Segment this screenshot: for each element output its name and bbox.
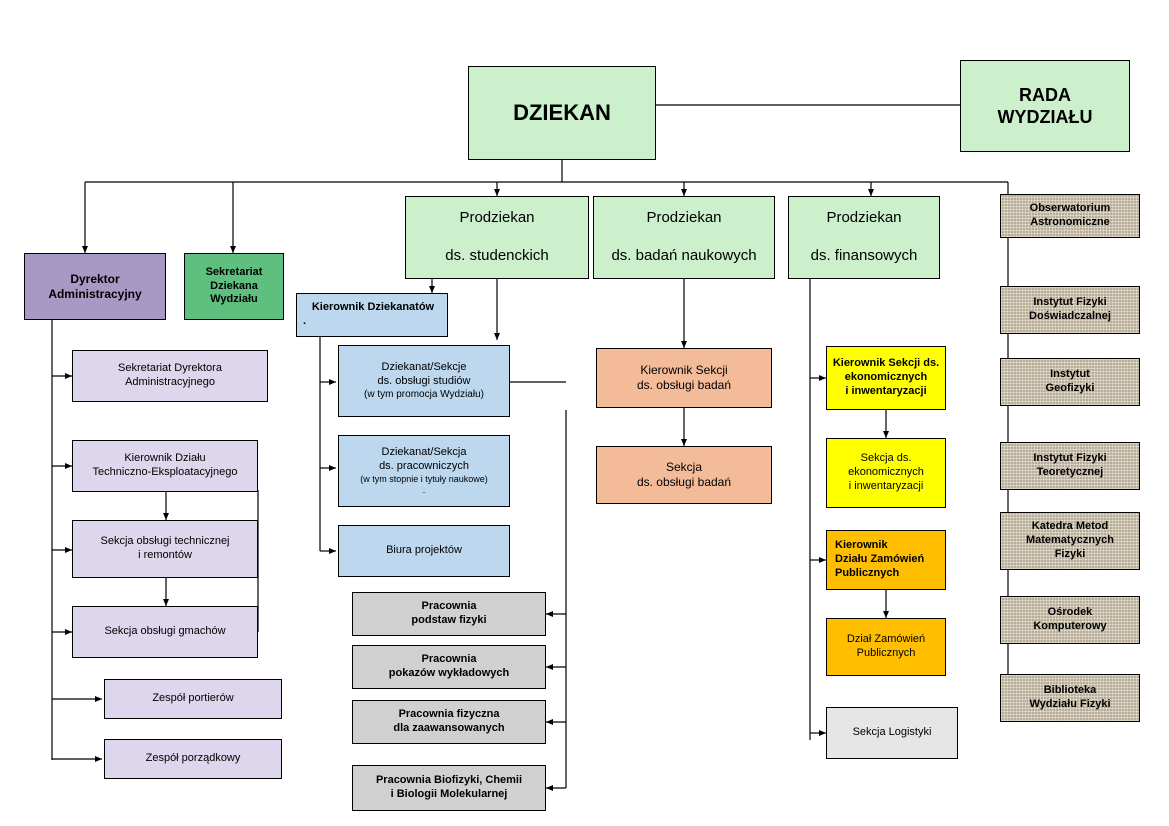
node-kierownik-dzialu-techniczno-line-1: Techniczno-Eksploatacyjnego: [92, 466, 238, 478]
node-dzial-zamowien-line-1: Publicznych: [856, 647, 916, 659]
node-rada-wydzialu-line-0: RADA: [1019, 84, 1071, 105]
node-dziekanat-sekcje-studiow-line-2: (w tym promocja Wydziału): [364, 388, 484, 400]
node-zespol-portierow[interactable]: [104, 679, 282, 719]
node-pracownia-fizyczna-zaawansowanych-line-0: Pracownia fizyczna: [398, 708, 500, 721]
node-dziekan-line-0: DZIEKAN: [513, 100, 611, 126]
node-sekretariat-dyrektora-line-1: Administracyjnego: [125, 376, 215, 388]
node-instytut-fizyki-doswiadczalnej[interactable]: [1000, 286, 1140, 334]
node-kierownik-sekcji-badan[interactable]: [596, 348, 772, 408]
node-prodziekan-finansowych-line-1: ds. finansowych: [810, 247, 918, 265]
node-biblioteka-line-0: Biblioteka: [1043, 684, 1097, 697]
node-dziekanat-sekcja-pracownicza-line-2: (w tym stopnie i tytuły naukowe): [360, 473, 488, 484]
node-kierownik-sekcji-badan-line-1: ds. obsługi badań: [636, 378, 732, 392]
node-instytut-fizyki-teoretycznej[interactable]: [1000, 442, 1140, 490]
node-sekretariat-dziekana[interactable]: [184, 253, 284, 320]
node-dziekanat-sekcja-pracownicza-line-0: Dziekanat/Sekcja: [381, 446, 467, 458]
node-sekcja-obslugi-technicznej-line-1: i remontów: [138, 549, 192, 561]
node-instytut-geofizyki-line-0: Instytut: [1050, 368, 1090, 381]
node-osrodek-komputerowy[interactable]: [1000, 596, 1140, 644]
node-pracownia-pokazow-line-1: pokazów wykładowych: [388, 667, 510, 679]
node-obserwatorium-line-1: Astronomiczne: [1030, 216, 1110, 228]
node-pracownia-podstaw-fizyki[interactable]: [352, 592, 546, 636]
node-sekcja-obslugi-gmachow[interactable]: [72, 606, 258, 658]
node-osrodek-komputerowy-line-1: Komputerowy: [1033, 620, 1107, 632]
node-instytut-geofizyki-line-1: Geofizyki: [1045, 382, 1095, 394]
node-prodziekan-finansowych[interactable]: [788, 196, 940, 279]
node-sekcja-obslugi-gmachow-line-0: Sekcja obsługi gmachów: [104, 625, 226, 638]
node-sekcja-ekonomicznych-line-2: i inwentaryzacji: [848, 479, 924, 492]
node-prodziekan-badan-line-1: ds. badań naukowych: [611, 247, 757, 265]
node-kierownik-sekcji-badan-line-0: Kierownik Sekcji: [640, 363, 728, 377]
node-rada-wydzialu[interactable]: [960, 60, 1130, 152]
node-kierownik-dziekanatow[interactable]: [296, 293, 448, 337]
node-sekcja-ekonomicznych-line-0: Sekcja ds.: [860, 452, 912, 465]
node-biura-projektow[interactable]: [338, 525, 510, 577]
node-katedra-metod-line-0: Katedra Metod: [1031, 520, 1109, 533]
node-kierownik-zamowien-line-2: Publicznych: [835, 566, 900, 579]
node-sekcja-obslugi-badan-line-1: ds. obsługi badań: [636, 475, 732, 489]
node-dziekanat-sekcja-pracownicza-line-3: .: [422, 484, 426, 495]
node-kierownik-dzialu-techniczno-line-0: Kierownik Działu: [124, 452, 206, 465]
node-sekretariat-dziekana-line-0: Sekretariat: [205, 265, 263, 278]
node-sekcja-ekonomicznych-line-1: ekonomicznych: [848, 466, 924, 479]
node-kierownik-sekcji-ekonomicznych-line-2: i inwentaryzacji: [845, 384, 927, 397]
node-dziekanat-sekcje-studiow-line-0: Dziekanat/Sekcje: [381, 361, 467, 373]
node-kierownik-sekcji-ekonomicznych-line-1: ekonomicznych: [844, 371, 928, 384]
node-sekcja-obslugi-technicznej-line-0: Sekcja obsługi technicznej: [100, 535, 230, 548]
node-dziekanat-sekcje-studiow-line-1: ds. obsługi studiów: [377, 374, 471, 387]
node-zespol-portierow-line-0: Zespół portierów: [152, 692, 234, 705]
node-prodziekan-studenckich-line-1: ds. studenckich: [445, 247, 549, 265]
node-kierownik-zamowien[interactable]: [826, 530, 946, 590]
node-instytut-fizyki-dosw-line-0: Instytut Fizyki: [1033, 296, 1107, 309]
node-pracownia-fizyczna-zaawansowanych-line-1: dla zaawansowanych: [393, 722, 505, 734]
node-obserwatorium[interactable]: [1000, 194, 1140, 238]
node-prodziekan-studenckich[interactable]: [405, 196, 589, 279]
node-kierownik-dziekanatow-line-0: Kierownik Dziekanatów: [311, 301, 435, 314]
node-sekcja-logistyki-line-0: Sekcja Logistyki: [852, 726, 932, 739]
node-biblioteka-line-1: Wydziału Fizyki: [1029, 698, 1111, 710]
node-prodziekan-badan[interactable]: [593, 196, 775, 279]
node-kierownik-sekcji-ekonomicznych-line-0: Kierownik Sekcji ds.: [832, 357, 940, 370]
node-pracownia-biofizyki-line-1: i Biologii Molekularnej: [390, 788, 508, 800]
node-kierownik-dziekanatow-line-1: .: [303, 315, 307, 327]
node-biura-projektow-line-0: Biura projektów: [386, 544, 462, 557]
node-prodziekan-finansowych-line-0: Prodziekan: [826, 208, 902, 226]
node-osrodek-komputerowy-line-0: Ośrodek: [1047, 606, 1093, 619]
node-pracownia-fizyczna-zaawansowanych[interactable]: [352, 700, 546, 744]
node-prodziekan-studenckich-line-0: Prodziekan: [459, 208, 535, 226]
node-katedra-metod-line-1: Matematycznych: [1025, 534, 1115, 547]
node-rada-wydzialu-line-1: WYDZIAŁU: [997, 107, 1093, 127]
node-dzial-zamowien[interactable]: [826, 618, 946, 676]
node-kierownik-sekcji-ekonomicznych[interactable]: [826, 346, 946, 410]
node-pracownia-pokazow[interactable]: [352, 645, 546, 689]
node-dyrektor-administracyjny[interactable]: [24, 253, 166, 320]
node-sekcja-obslugi-technicznej[interactable]: [72, 520, 258, 578]
node-sekretariat-dyrektora[interactable]: [72, 350, 268, 402]
node-pracownia-podstaw-fizyki-line-0: Pracownia: [421, 600, 477, 613]
node-dyrektor-administracyjny-line-1: Administracyjny: [48, 286, 142, 301]
node-sekretariat-dziekana-line-1: Dziekana: [210, 279, 258, 292]
node-zespol-porzadkowy-line-0: Zespół porządkowy: [145, 752, 241, 765]
node-katedra-metod[interactable]: [1000, 512, 1140, 570]
node-prodziekan-badan-line-0: Prodziekan: [646, 208, 722, 226]
node-instytut-fizyki-dosw-line-1: Doświadczalnej: [1029, 310, 1111, 322]
node-sekcja-logistyki[interactable]: [826, 707, 958, 759]
node-sekcja-obslugi-badan-line-0: Sekcja: [665, 460, 703, 474]
node-dzial-zamowien-line-0: Dział Zamówień: [846, 633, 926, 646]
node-dziekanat-sekcja-pracownicza-line-1: ds. pracowniczych: [379, 459, 469, 472]
node-kierownik-dzialu-techniczno[interactable]: [72, 440, 258, 492]
node-kierownik-zamowien-line-1: Działu Zamówień: [835, 553, 925, 566]
node-pracownia-biofizyki-line-0: Pracownia Biofizyki, Chemii: [375, 774, 523, 787]
node-biblioteka[interactable]: [1000, 674, 1140, 722]
node-instytut-geofizyki[interactable]: [1000, 358, 1140, 406]
node-dziekanat-sekcje-studiow[interactable]: [338, 345, 510, 417]
node-sekretariat-dziekana-line-2: Wydziału: [210, 293, 258, 306]
node-zespol-porzadkowy[interactable]: [104, 739, 282, 779]
node-dyrektor-administracyjny-line-0: Dyrektor: [70, 271, 120, 286]
node-kierownik-zamowien-line-0: Kierownik: [835, 539, 888, 552]
node-sekcja-ekonomicznych[interactable]: [826, 438, 946, 508]
node-pracownia-pokazow-line-0: Pracownia: [421, 653, 477, 666]
node-sekretariat-dyrektora-line-0: Sekretariat Dyrektora: [118, 362, 222, 375]
node-dziekanat-sekcja-pracownicza[interactable]: [338, 435, 510, 507]
node-katedra-metod-line-2: Fizyki: [1054, 547, 1086, 560]
node-pracownia-podstaw-fizyki-line-1: podstaw fizyki: [411, 614, 487, 626]
node-sekcja-obslugi-badan[interactable]: [596, 446, 772, 504]
node-obserwatorium-line-0: Obserwatorium: [1029, 202, 1111, 215]
node-instytut-fizyki-teor-line-0: Instytut Fizyki: [1033, 452, 1107, 465]
node-dziekan[interactable]: [468, 66, 656, 160]
node-instytut-fizyki-teor-line-1: Teoretycznej: [1036, 466, 1104, 478]
node-pracownia-biofizyki[interactable]: [352, 765, 546, 811]
